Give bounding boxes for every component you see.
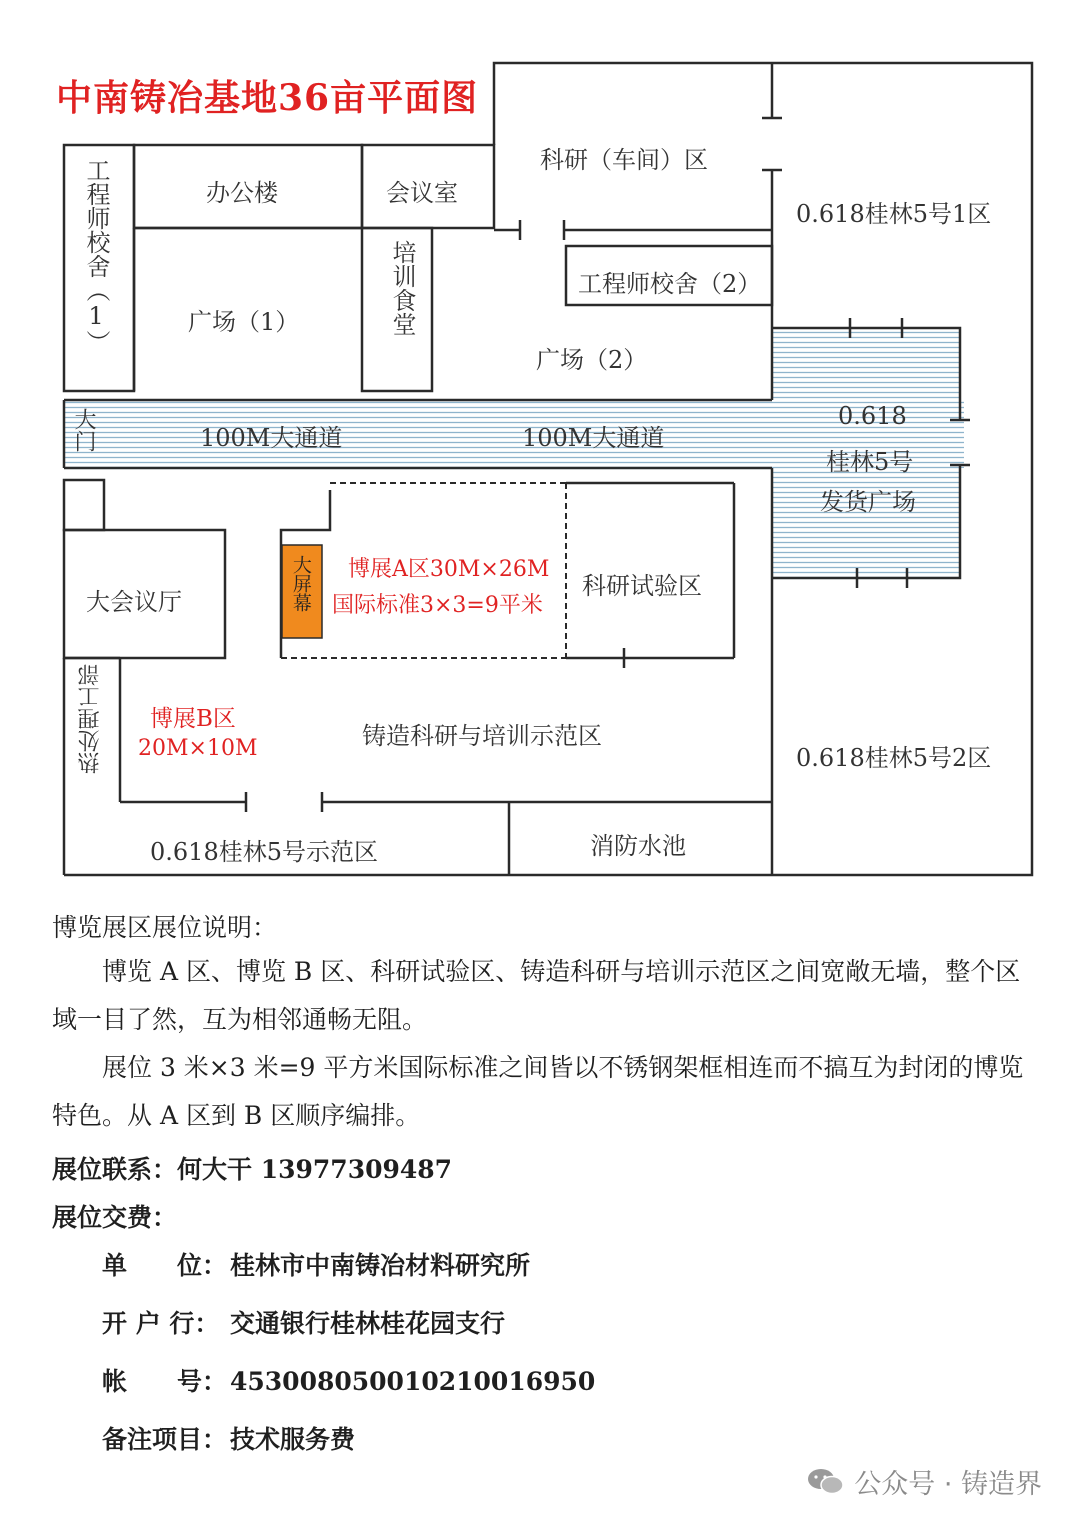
area-fire-pool: 消防水池 [590, 832, 686, 860]
area-gate: 大门 [71, 408, 96, 452]
area-zone-618-1: 0.618桂林5号1区 [796, 200, 992, 228]
area-avenue-1: 100M大通道 [200, 424, 343, 452]
area-zone-618-2: 0.618桂林5号2区 [796, 744, 992, 772]
area-research-test: 科研试验区 [582, 572, 702, 600]
area-engineer-dorm-1: 工程师校舍（1） [82, 158, 110, 354]
note-label: 备注项目： [102, 1425, 228, 1454]
note-value: 技术服务费 [230, 1425, 356, 1454]
area-shipping-plaza-line3: 发货广场 [820, 488, 916, 516]
area-expo-a-standard: 国际标准3×3=9平米 [332, 593, 543, 618]
area-office: 办公楼 [206, 179, 278, 207]
account-label: 帐 号： [102, 1367, 228, 1396]
area-research-workshop: 科研（车间）区 [540, 146, 708, 174]
area-plaza-1: 广场（1） [188, 308, 300, 336]
watermark-text: 公众号 · 铸造界 [854, 1469, 1042, 1500]
area-shipping-plaza-line2: 桂林5号 [826, 448, 914, 476]
fee-account-row [102, 1362, 595, 1398]
area-training-canteen: 培训食堂 [388, 240, 416, 336]
area-big-hall: 大会议厅 [86, 588, 182, 616]
area-expo-b: 博展B区 [150, 706, 236, 732]
unit-label: 单 位： [102, 1251, 228, 1280]
fee-note-row [102, 1420, 355, 1456]
area-shipping-plaza-line1: 0.618 [838, 402, 907, 430]
contact-value: 何大干 13977309487 [177, 1155, 453, 1184]
doc-paragraph-1: 博览 A 区、博览 B 区、科研试验区、铸造科研与培训示范区之间宽敞无墙，整个区域一目了然，互为相邻通畅无阻。 [52, 957, 1021, 1034]
account-value: 453008050010210016950 [230, 1367, 596, 1396]
doc-heading: 博览展区展位说明： [52, 913, 278, 942]
wechat-watermark [806, 1462, 1042, 1505]
doc-contact [52, 1150, 1042, 1186]
area-meeting-room: 会议室 [386, 179, 458, 207]
fee-unit-row [102, 1246, 530, 1282]
unit-value: 桂林市中南铸冶材料研究所 [230, 1251, 531, 1280]
fee-bank-row [102, 1304, 505, 1340]
area-plaza-2: 广场（2） [536, 346, 648, 374]
area-big-screen: 大屏幕 [289, 555, 312, 612]
contact-label: 展位联系： [52, 1155, 178, 1184]
area-expo-b-size: 20M×10M [138, 736, 258, 761]
area-heat-treatment: 热处理工部 [78, 664, 103, 774]
bank-label: 开 户 行： [102, 1309, 220, 1338]
doc-fee-label: 展位交费： [52, 1203, 178, 1232]
map-title: 中南铸冶基地36亩平面图 [56, 77, 479, 119]
area-engineer-dorm-2: 工程师校舍（2） [578, 270, 762, 298]
wechat-icon [806, 1466, 846, 1505]
area-demo-zone: 0.618桂林5号示范区 [150, 838, 378, 866]
area-avenue-2: 100M大通道 [522, 424, 665, 452]
doc-paragraph-2: 展位 3 米×3 米=9 平方米国际标准之间皆以不锈钢架框相连而不搞互为封闭的博览特色。从 A 区到 B 区顺序编排。 [52, 1053, 1024, 1130]
bank-value: 交通银行桂林桂花园支行 [230, 1309, 506, 1338]
area-expo-a-size: 博展A区30M×26M [348, 557, 550, 582]
area-heat-treatment-box [80, 664, 110, 798]
area-casting-demo: 铸造科研与培训示范区 [362, 722, 602, 750]
